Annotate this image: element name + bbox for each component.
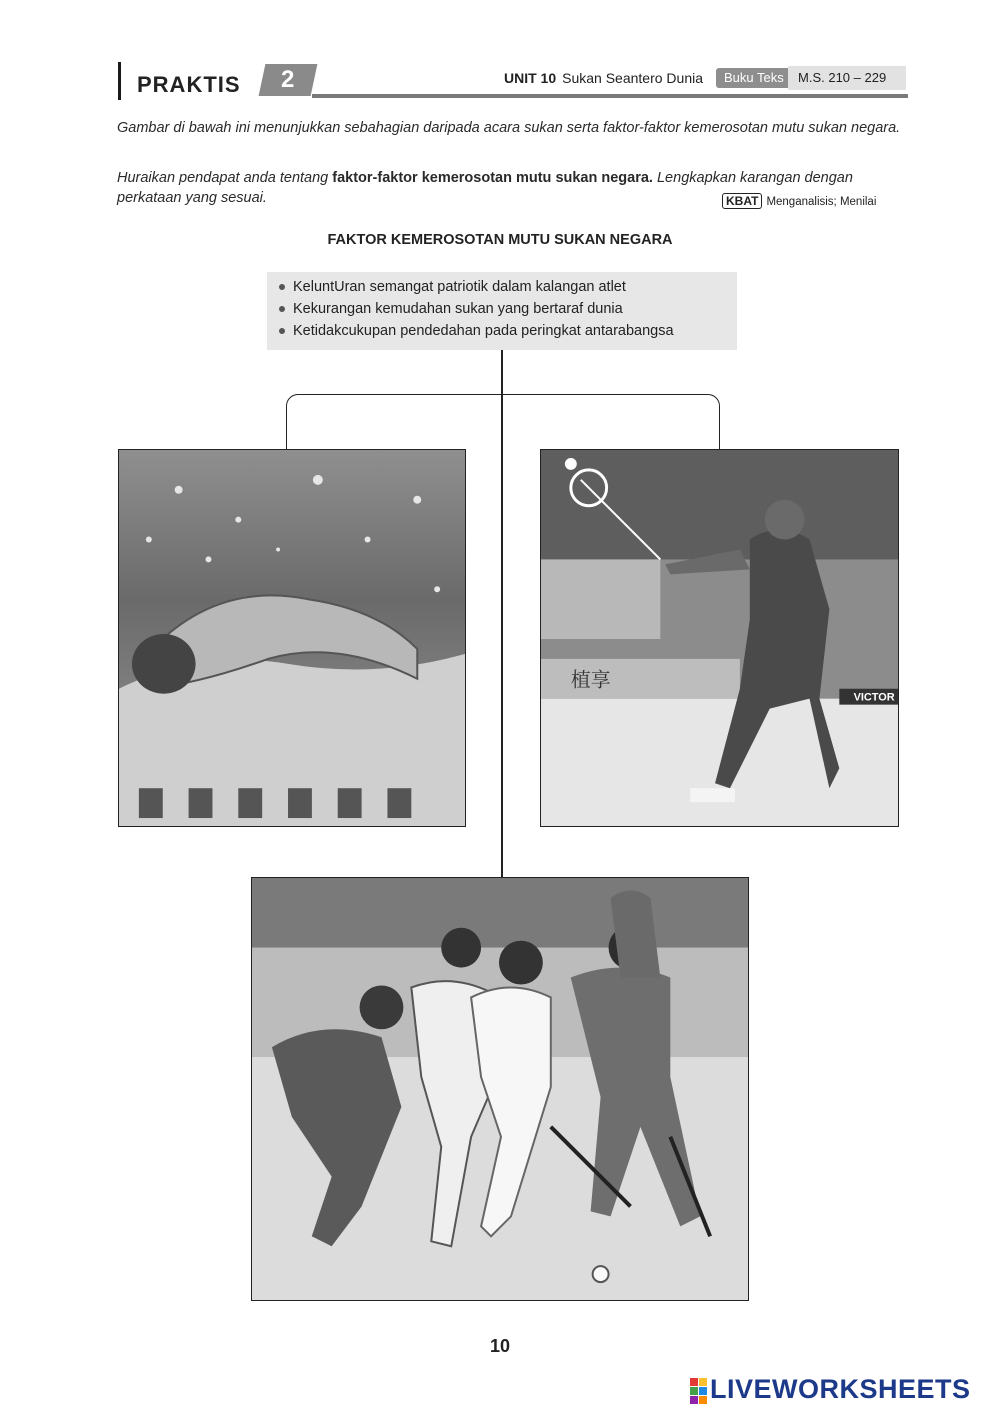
header-divider [312,94,908,98]
bullet-icon [279,284,285,290]
buku-teks-badge: Buku Teks [716,68,792,88]
swimming-photo [118,449,466,827]
unit-title [504,70,703,86]
list-item: Kekurangan kemudahan sukan yang bertaraf dunia [279,298,737,320]
kbat-badge: KBAT [722,193,762,209]
section-title: FAKTOR KEMEROSOTAN MUTU SUKAN NEGARA [327,232,673,248]
kbat-tag [722,193,876,209]
connector-bracket [286,394,720,450]
liveworksheets-logo-icon [690,1378,708,1404]
banner-text: VICTOR [853,691,895,704]
liveworksheets-logo-text: LIVEWORKSHEETS [710,1374,971,1404]
list-item: Ketidakcukupan pendedahan pada peringkat antarabangsa [279,320,737,342]
factor-list [267,272,737,350]
instruction-task: Huraikan pendapat anda tentang faktor-faktor kemerosotan mutu sukan negara. Lengkapkan karangan dengan perkataan yang sesuai. [117,170,853,206]
unit-label: UNIT 10 [504,70,557,86]
kbat-skills: Menganalisis; Menilai [766,196,877,208]
page-header [112,58,908,102]
praktis-number: 2 [259,64,318,96]
hockey-photo [251,877,749,1301]
page-reference: M.S. 210 – 229 [788,66,906,90]
sponsor-sign: 植享 [570,668,611,692]
bullet-icon [279,328,285,334]
praktis-label: PRAKTIS [137,72,241,97]
unit-name: Sukan Seantero Dunia [562,70,703,86]
list-item: KeluntUran semangat patriotik dalam kalangan atlet [279,276,737,298]
bullet-icon [279,306,285,312]
instruction-emphasis: faktor-faktor kemerosotan mutu sukan negara. [332,170,653,186]
instruction-intro: Gambar di bawah ini menunjukkan sebahagian daripada acara sukan serta faktor-faktor kemerosotan mutu sukan negara. [117,120,901,136]
liveworksheets-logo [690,1374,990,1408]
page-number: 10 [489,1336,511,1356]
badminton-photo [540,449,899,827]
